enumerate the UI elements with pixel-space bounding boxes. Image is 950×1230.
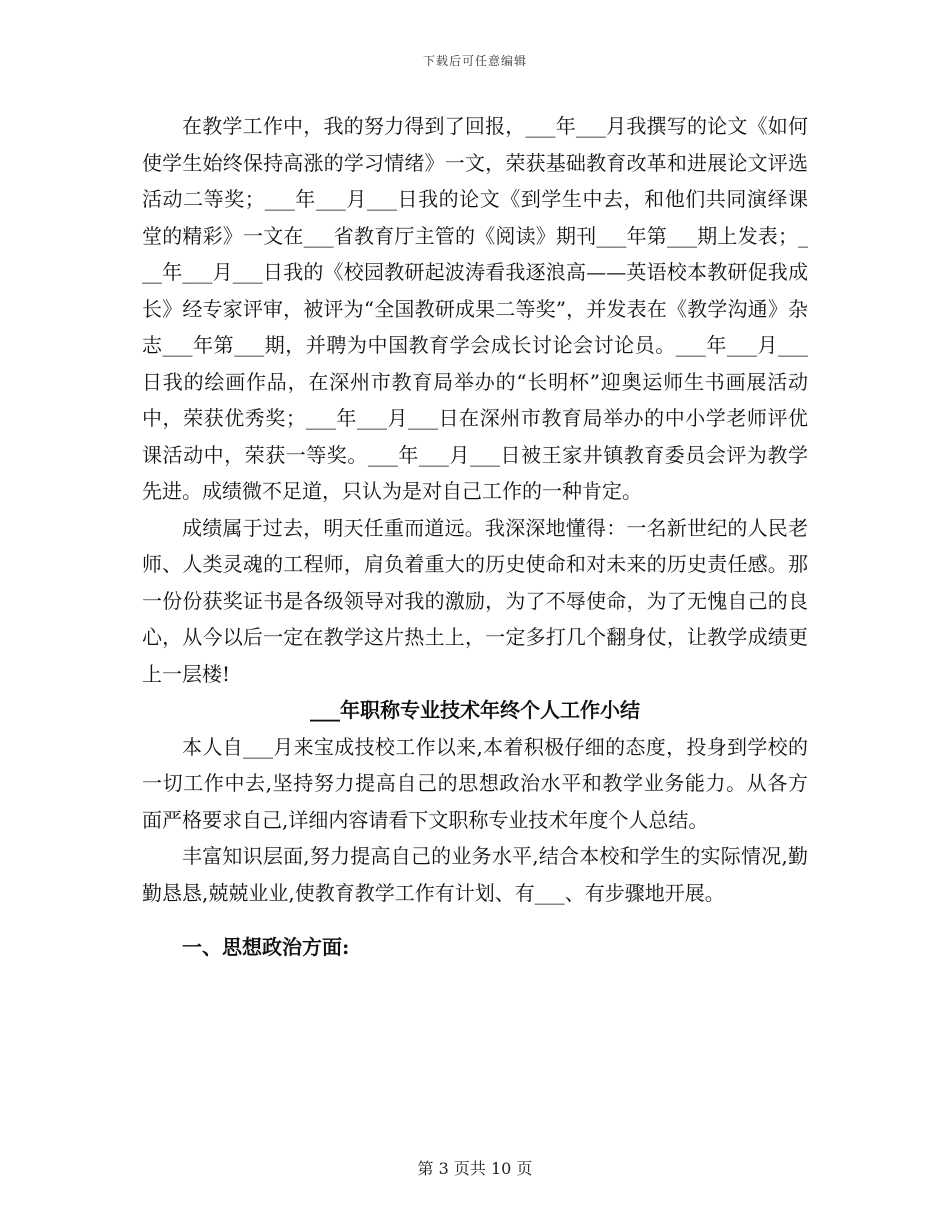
page-header: 下载后可任意编辑	[422, 54, 527, 68]
paragraph-intro: 本人自___月来宝成技校工作以来,本着积极仔细的态度，投身到学校的一切工作中去,坚持努力提高自己的思想政治水平和教学业务能力。从各方面严格要求自己,详细内容请看下文职称专业技术年度个人总结。	[142, 734, 808, 832]
paragraph-achievements: 在教学工作中，我的努力得到了回报，___年___月我撰写的论文《如何使学生始终保持高涨的学习情绪》一文，荣获基础教育改革和进展论文评选活动二等奖；___年___月___日我的论文《到学生中去，和他们共同演绎课堂的精彩》一文在___省教育厅主管的《阅读》期刊___年第___期上发表；___年___月___日我的《校园教研起波涛看我逐浪高——英语校本教研促我成长》经专家评审，被评为“全国教研成果二等奖”，并发表在《教学沟通》杂志___年第___期，并聘为中国教育学会成长讨论会讨论员。___年___月___日我的绘画作品，在深州市教育局举办的“长明杯”迎奥运师生书画展活动中，荣获优秀奖；___年___月___日在深州市教育局举办的中小学老师评优课活动中，荣获一等奖。___年___月___日被王家井镇教育委员会评为教学先进。成绩微不足道，只认为是对自己工作的一种肯定。	[142, 114, 808, 503]
document-body	[142, 108, 808, 966]
page-footer: 第 3 页共 10 页	[417, 1159, 533, 1178]
section-title: ___年职称专业技术年终个人工作小结	[310, 698, 640, 722]
paragraph-knowledge: 丰富知识层面,努力提高自己的业务水平,结合本校和学生的实际情况,勤勤恳恳,兢兢业业,使教育教学工作有计划、有___、有步骤地开展。	[142, 844, 808, 905]
subheading-political: 一、思想政治方面:	[182, 935, 350, 959]
paragraph-future: 成绩属于过去，明天任重而道远。我深深地懂得：一名新世纪的人民老师、人类灵魂的工程师，肩负着重大的历史使命和对未来的历史责任感。那一份份获奖证书是各级领导对我的激励，为了不辱使命，为了无愧自己的良心，从今以后一定在教学这片热土上，一定多打几个翻身仗，让教学成绩更上一层楼!	[142, 515, 808, 686]
